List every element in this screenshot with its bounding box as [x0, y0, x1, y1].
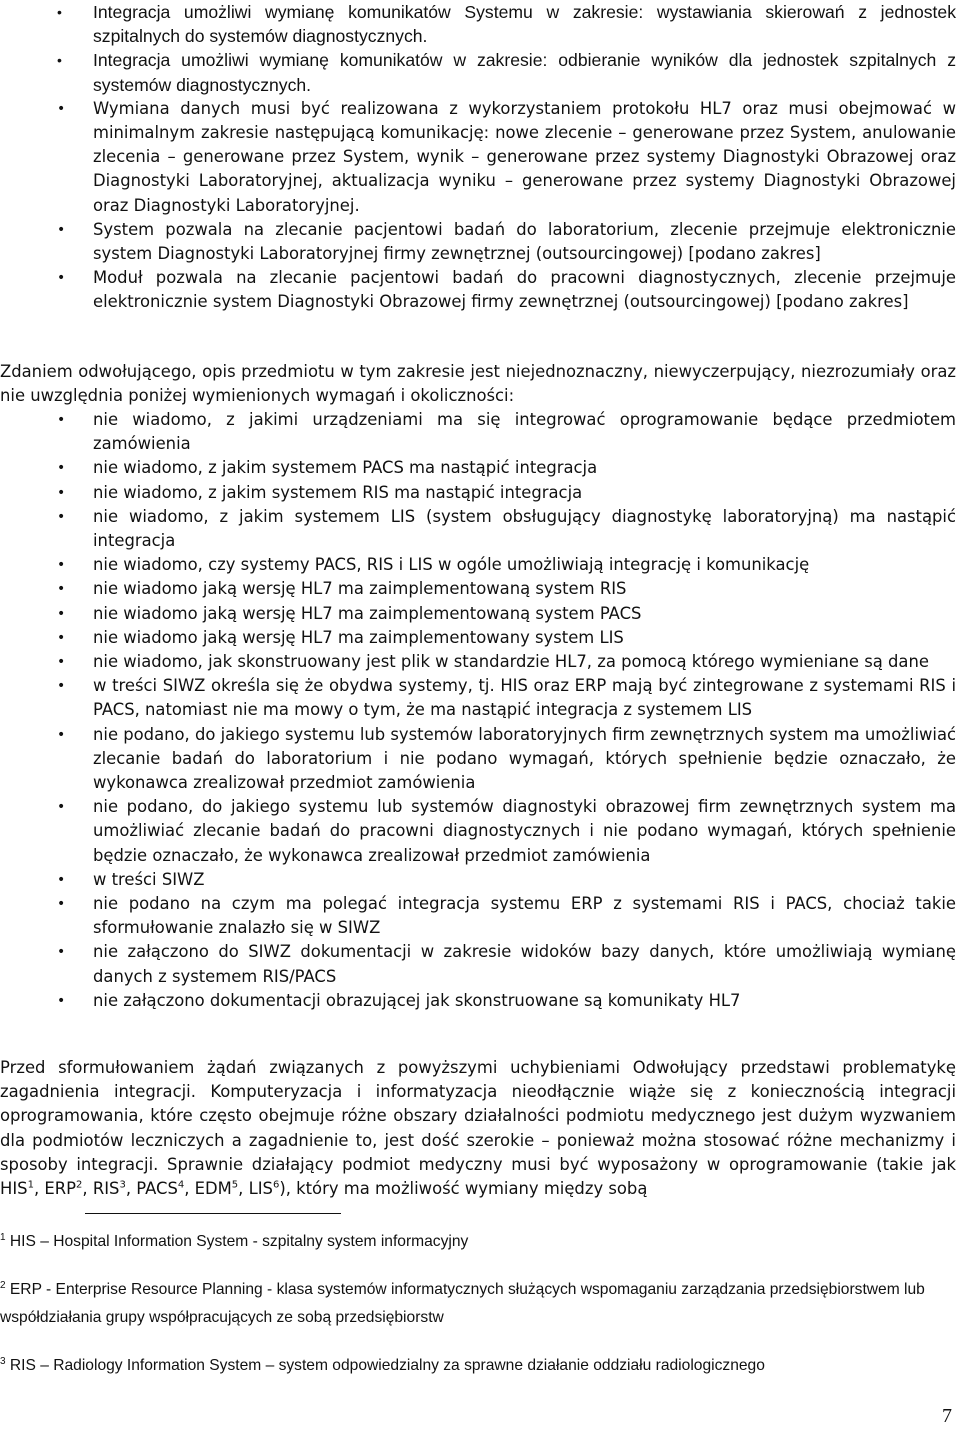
footnote-ref[interactable]: 4 [177, 1179, 185, 1191]
bullet-icon: • [57, 654, 66, 671]
term-edm: EDM [194, 1179, 232, 1199]
list-item [0, 505, 960, 553]
term-separator: , [82, 1179, 93, 1199]
list-item-text: Integracja umożliwi wymianę komunikatów w zakresie: odbieranie wyników dla jednostek szpitalnych z systemów diagnostycznych. [93, 50, 956, 95]
footnote-ref[interactable]: 5 [231, 1179, 239, 1191]
bullet-icon: • [57, 270, 66, 287]
term-pacs: PACS [136, 1179, 178, 1199]
term-ris: RIS [92, 1179, 120, 1199]
bullet-icon: • [57, 100, 66, 117]
list-item-text: nie podano, do jakiego systemu lub systemów laboratoryjnych firm zewnętrznych system ma umożliwiać zlecanie badań do laboratorium i nie podano wymagań, których spełnienie będzie oznaczało, że wykonawca zrealizował przedmiot zamówienia [93, 724, 957, 793]
list-item [0, 989, 960, 1013]
list-item-text: Wymiana danych musi być realizowana z wykorzystaniem protokołu HL7 oraz musi obejmować w minimalnym zakresie następującą komunikację: nowe zlecenie – generowane przez System, anulowanie zlecenia – generowane przez System, wynik – generowane przez systemy Diagnostyki Obrazowej oraz Diagnostyki Laboratoryjnej, aktualizacja wyniku – generowane przez systemy Diagnostyki Obrazowej oraz Diagnostyki Laboratoryjnej. [93, 98, 956, 215]
list-item [0, 553, 960, 577]
bullet-icon: • [57, 221, 66, 238]
bullet-icon: • [57, 52, 62, 69]
footnote-number: 1 [0, 1232, 6, 1243]
list-item [0, 626, 960, 650]
term-separator: , [33, 1179, 45, 1199]
term-erp: ERP [44, 1179, 77, 1199]
list-item [0, 218, 960, 266]
bullet-icon: • [57, 581, 66, 598]
list-item-text: nie wiadomo, z jakimi urządzeniami ma się integrować oprogramowanie będące przedmiotem zamówienia [93, 410, 956, 454]
footnote-1 [0, 1224, 956, 1256]
footnote-text: ERP - Enterprise Resource Planning - klasa systemów informatycznych służących wspomaganiu zarządzania przedsiębiorstwem lub współdziałania grupy współpracujących ze sobą przedsiębiorstw [0, 1281, 925, 1327]
bullet-icon: • [57, 557, 66, 574]
bullet-icon: • [57, 871, 66, 888]
list-item [0, 266, 960, 314]
footnote-ref[interactable]: 2 [76, 1179, 83, 1191]
list-item-text: Moduł pozwala na zlecanie pacjentowi badań do pracowni diagnostycznych, zlecenie przejmuje elektronicznie system Diagnostyki Obrazowej firmy zewnętrznej (outsourcingowej) [podano zakres] [93, 268, 956, 312]
footnote-number: 3 [0, 1356, 6, 1367]
bullet-icon: • [57, 508, 66, 525]
list-item [0, 868, 960, 892]
footnote-text: HIS – Hospital Information System - szpitalny system informacyjny [9, 1233, 469, 1251]
list-item-text: nie wiadomo jaką wersję HL7 ma zaimplementowany system LIS [93, 627, 624, 647]
list-item-text: nie wiadomo, z jakim systemem LIS (system obsługujący diagnostykę laboratoryjną) ma nastąpić integracja [93, 506, 956, 551]
list-item-text: nie podano, do jakiego systemu lub systemów diagnostyki obrazowej firm zewnętrznych system ma umożliwiać zlecanie badań do pracowni diagnostycznych i nie podano wymagań, których spełnienie będzie oznaczało, że wykonawca zrealizował przedmiot zamówienia [93, 797, 956, 865]
footnote-3 [0, 1348, 956, 1380]
footnote-ref[interactable]: 1 [27, 1179, 34, 1191]
list-item [0, 408, 960, 456]
list-item [0, 940, 960, 988]
list-item-text: nie wiadomo, czy systemy PACS, RIS i LIS w ogóle umożliwiają integrację i komunikację [93, 555, 810, 575]
list-item-text: nie załączono dokumentacji obrazującej jak skonstruowane są komunikaty HL7 [93, 990, 741, 1010]
list-item-text: Integracja umożliwi wymianę komunikatów Systemu w zakresie: wystawiania skierowań z jednostek szpitalnych do systemów diagnostycznych. [93, 2, 956, 47]
bullet-icon: • [57, 412, 66, 428]
list-item-text: System pozwala na zlecanie pacjentowi badań do laboratorium, zlecenie przejmuje elektronicznie system Diagnostyki Laboratoryjnej firmy zewnętrznej (outsourcingowej) [podano zakres] [93, 219, 956, 264]
footnote-ref[interactable]: 3 [119, 1179, 126, 1191]
bullet-icon: • [57, 726, 66, 743]
bullet-icon: • [57, 4, 62, 20]
list-item [0, 97, 960, 218]
list-item-text: nie wiadomo, z jakim systemem RIS ma nastąpić integracja [93, 482, 583, 502]
list-item [0, 0, 960, 48]
closing-paragraph [0, 1056, 956, 1201]
term-separator: , [184, 1179, 195, 1199]
list-item [0, 48, 960, 96]
bullet-icon: • [57, 605, 66, 622]
footnote-ref[interactable]: 6 [272, 1179, 280, 1191]
footnote-separator [85, 1213, 341, 1214]
list-item-text: nie wiadomo, jak skonstruowany jest plik w standardzie HL7, za pomocą którego wymieniane są dane [93, 652, 929, 672]
list-item-text: w treści SIWZ [93, 869, 205, 889]
term-separator: , [125, 1179, 137, 1199]
bullet-icon: • [57, 896, 66, 913]
term-his: HIS [0, 1179, 28, 1199]
bullet-icon: • [57, 629, 66, 646]
list-item-text: nie załączono do SIWZ dokumentacji w zakresie widoków bazy danych, które umożliwiają wymianę danych z systemem RIS/PACS [93, 942, 956, 986]
bullet-icon: • [57, 460, 66, 477]
complaint-intro-paragraph: Zdaniem odwołującego, opis przedmiotu w tym zakresie jest niejednoznaczny, niewyczerpujący, niezrozumiały oraz nie uwzględnia poniżej wymienionych wymagań i okoliczności: [0, 362, 956, 406]
page-number: 7 [942, 1405, 952, 1427]
footnote-number: 2 [0, 1280, 6, 1291]
list-item [0, 481, 960, 505]
list-item [0, 577, 960, 601]
list-item [0, 795, 960, 868]
closing-text: Przed sformułowaniem żądań związanych z powyższymi uchybieniami Odwołujący przedstawi problematykę zagadnienia integracji. Komputeryzacja i informatyzacja nieodłącznie wiąże się z koniecznością integracji oprogramowania, które często obejmuje różne obszary działalności podmiotu medycznego jest dużym wyzwaniem dla podmiotów leczniczych a zagadnienie to, jest dość szerokie – ponieważ można stosować różne mechanizmy i sposoby integracji. Sprawnie działający podmiot medyczny musi być wyposażony w oprogramowanie (takie jak [0, 1058, 956, 1174]
footnote-2 [0, 1272, 956, 1332]
list-item [0, 602, 960, 626]
bullet-icon: • [57, 944, 66, 961]
list-item-text: nie podano na czym ma polegać integracja systemu ERP z systemami RIS i PACS, chociaż takie sformułowanie znalazło się w SIWZ [93, 894, 956, 938]
bullet-icon: • [57, 678, 66, 695]
bullet-icon: • [57, 484, 66, 501]
term-separator: , [238, 1179, 249, 1199]
closing-text-end: ), który ma możliwość wymiany między sobą [279, 1179, 648, 1199]
bullet-icon: • [57, 799, 66, 816]
list-item [0, 892, 960, 940]
list-item-text: w treści SIWZ określa się że obydwa systemy, tj. HIS oraz ERP mają być zintegrowane z systemami RIS i PACS, natomiast nie ma mowy o tym, że ma nastąpić integracja z systemem LIS [93, 676, 956, 720]
footnote-text: RIS – Radiology Information System – system odpowiedzialny za sprawne działanie oddziału radiologicznego [9, 1357, 765, 1375]
list-item-text: nie wiadomo, z jakim systemem PACS ma nastąpić integracja [93, 458, 598, 478]
requirements-list [0, 0, 960, 315]
list-item [0, 723, 960, 796]
list-item [0, 674, 960, 722]
bullet-icon: • [57, 992, 66, 1009]
term-lis: LIS [248, 1179, 273, 1199]
list-item [0, 650, 960, 674]
list-item-text: nie wiadomo jaką wersję HL7 ma zaimplementowaną system PACS [93, 603, 642, 623]
list-item-text: nie wiadomo jaką wersję HL7 ma zaimplementowaną system RIS [93, 579, 627, 599]
list-item [0, 456, 960, 480]
defects-list [0, 408, 960, 1013]
